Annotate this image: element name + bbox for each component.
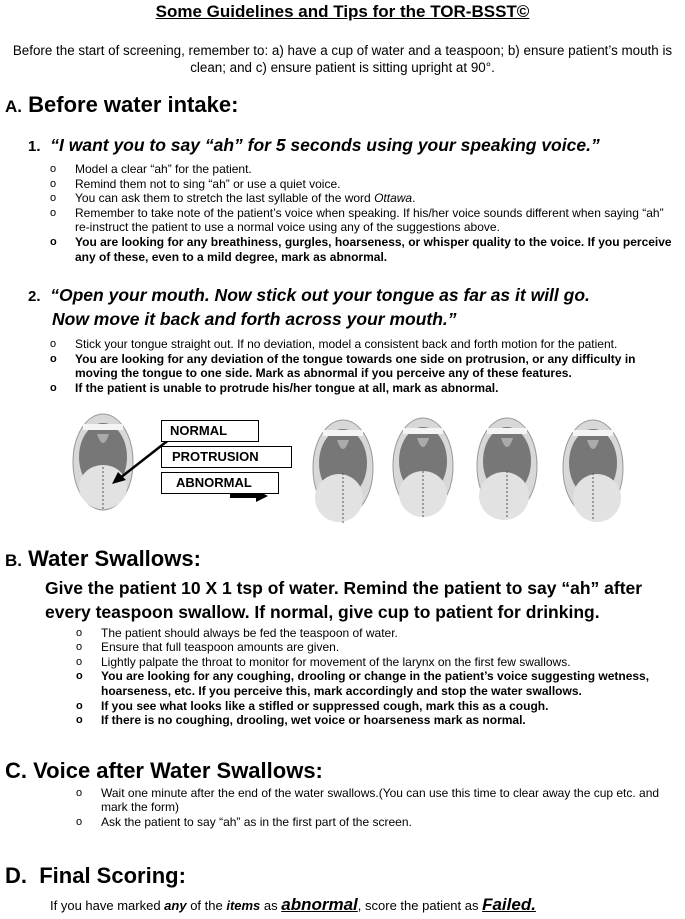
emphasis: any: [164, 898, 187, 914]
list-item: [76, 699, 673, 714]
emphasis: Failed.: [482, 895, 536, 915]
bullet: o: [76, 714, 83, 727]
bullet-text: Model a clear “ah” for the patient.: [75, 162, 252, 176]
emphasis: abnormal: [281, 895, 358, 915]
mouth-illustration-2: [393, 418, 453, 519]
item-1-bullets: [50, 162, 677, 264]
bullet: o: [76, 641, 83, 654]
section-a-heading: [5, 92, 685, 120]
list-item: [76, 640, 673, 655]
section-letter: D.: [5, 863, 27, 889]
section-letter: A.: [5, 97, 22, 116]
bullet: o: [50, 352, 57, 365]
list-item: [76, 786, 673, 815]
bullet-text: Wait one minute after the end of the water swallows.(You can use this time to clear away the cup etc. and mark the form): [101, 785, 660, 815]
bullet: o: [76, 815, 83, 828]
bullet: o: [50, 338, 57, 351]
list-item: [50, 337, 677, 352]
list-item: [50, 191, 677, 206]
item-2-prompt: [28, 284, 681, 331]
mouth-illustration-normal: [73, 414, 133, 510]
list-item: [50, 177, 677, 192]
bullet-text: Lightly palpate the throat to monitor for movement of the larynx on the first few swallows.: [101, 654, 571, 669]
section-title: Final Scoring:: [39, 863, 186, 889]
label-normal: NORMAL: [161, 420, 259, 442]
bullet-text: You are looking for any deviation of the tongue towards one side on protrusion, or any difficulty in moving the tongue to one side. Mark as abnormal if you perceive any of these features.: [75, 351, 636, 381]
text: of the: [186, 898, 227, 914]
item-number: 1.: [28, 138, 41, 155]
bullet: o: [76, 655, 83, 668]
intro-text: Before the start of screening, remember to: a) have a cup of water and a teaspoon; b) ensure patient’s mouth is clean; and c) ensure patient is sitting upright at 90°.: [12, 43, 673, 75]
bullet: o: [50, 235, 57, 248]
bullet-text: Remember to take note of the patient’s voice when speaking. If his/her voice sounds different when saying “ah” re-instruct the patient to use a normal voice using any of the suggestions above.: [75, 205, 664, 235]
list-item: [50, 162, 677, 177]
label-protrusion: PROTRUSION: [161, 446, 292, 468]
item-2-bullets: [50, 337, 677, 395]
mouth-illustration-3: [477, 418, 537, 520]
section-letter: C.: [5, 757, 27, 783]
tongue-diagram-area: [0, 410, 685, 528]
section-b-heading: [5, 546, 685, 574]
bullet-text: If you see what looks like a stifled or suppressed cough, mark this as a cough.: [101, 698, 549, 713]
list-item: [76, 815, 673, 830]
list-item: [50, 381, 677, 396]
final-scoring-text: [50, 895, 685, 919]
section-b-bullets: [76, 626, 673, 728]
list-item: [76, 655, 673, 670]
document-title: Some Guidelines and Tips for the TOR-BSST©: [155, 2, 530, 21]
bullet-text: You are looking for any coughing, drooling or change in the patient’s voice suggesting wetness, hoarseness, etc. If you perceive this, mark accordingly and stop the water swallows.: [101, 669, 650, 698]
bullet: o: [50, 177, 57, 190]
bullet: o: [50, 381, 57, 394]
bullet: o: [50, 206, 57, 219]
bullet-text: If there is no coughing, drooling, wet voice or hoarseness mark as normal.: [101, 713, 526, 728]
bullet-text: .: [412, 191, 416, 206]
list-item: [76, 713, 673, 728]
bullet-text: Stick your tongue straight out. If no deviation, model a consistent back and forth motion for the patient.: [75, 337, 618, 352]
section-letter: B.: [5, 550, 22, 570]
bullet: o: [50, 192, 57, 205]
mouth-illustration-1: [313, 420, 373, 523]
item-number: 2.: [28, 288, 41, 306]
text: If you have marked: [50, 898, 165, 914]
bullet: o: [76, 626, 83, 639]
bullet-text: Ensure that full teaspoon amounts are given.: [101, 640, 340, 655]
mouth-illustration-4: [563, 420, 623, 522]
section-c-bullets: [76, 786, 673, 830]
section-title: Water Swallows:: [28, 545, 201, 571]
text: , score the patient as: [357, 898, 483, 914]
tongue-diagram: [0, 410, 685, 525]
item-1-prompt: [28, 134, 681, 158]
list-item: [50, 206, 677, 235]
bullet-text: You are looking for any breathiness, gurgles, hoarseness, or whisper quality to the voice. If you perceive any of these, even to a mild degree, mark as abnormal.: [75, 234, 672, 264]
label-abnormal: ABNORMAL: [161, 472, 279, 494]
text: as: [260, 898, 282, 914]
list-item: [76, 669, 673, 698]
section-d-heading: [5, 863, 685, 889]
bullet-text: Remind them not to sing “ah” or use a quiet voice.: [75, 176, 341, 191]
prompt-line-2: Now move it back and forth across your mouth.”: [52, 309, 457, 330]
section-c-heading: [5, 758, 685, 784]
bullet-text: Ask the patient to say “ah” as in the first part of the screen.: [101, 814, 412, 829]
section-title: Voice after Water Swallows:: [33, 757, 323, 783]
list-item: [50, 235, 677, 264]
bullet-text: The patient should always be fed the teaspoon of water.: [101, 625, 398, 640]
bullet: o: [76, 786, 83, 799]
bullet-text: You can ask them to stretch the last syllable of the word: [75, 191, 375, 206]
section-b-instruction: Give the patient 10 X 1 tsp of water. Remind the patient to say “ah” after every teaspoon swallow. If normal, give cup to patient for drinking.: [45, 577, 643, 622]
bullet: o: [76, 699, 83, 712]
emphasis: Ottawa: [374, 191, 413, 206]
prompt-line-1: “Open your mouth. Now stick out your tongue as far as it will go.: [50, 285, 590, 306]
bullet: o: [50, 163, 57, 175]
list-item: [50, 352, 677, 381]
section-title: Before water intake:: [28, 92, 239, 117]
prompt-text: “I want you to say “ah” for 5 seconds using your speaking voice.”: [50, 135, 600, 155]
bullet-text: If the patient is unable to protrude his/her tongue at all, mark as abnormal.: [75, 380, 499, 395]
emphasis: items: [226, 898, 261, 914]
list-item: [76, 626, 673, 641]
bullet: o: [76, 670, 83, 683]
